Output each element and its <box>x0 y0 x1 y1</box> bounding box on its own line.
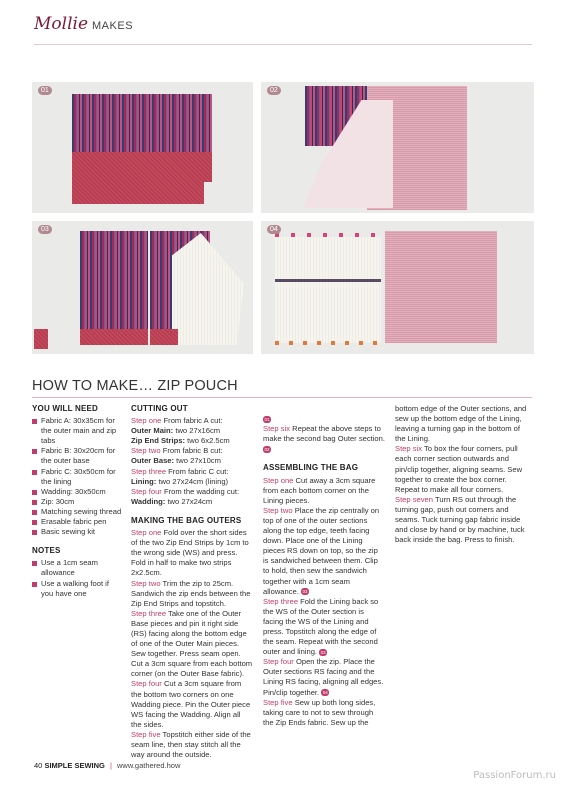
zip-line <box>275 279 381 282</box>
list-item: Fabric A: 30x35cm for the outer main and zip tabs <box>32 416 122 446</box>
list-item: Fabric C: 30x50cm for the lining <box>32 467 122 487</box>
striped-fabric-left <box>80 231 148 333</box>
photo-step-01 <box>32 82 253 213</box>
column-finishing: bottom edge of the Outer sections, and sew up the bottom edge of the Lining, leaving a turning gap in the bottom of the Lining. Step six To box the four corners, pull each corner section outwards and pin/clip together, aligning seams. Sew together to create the box corner. Repeat to make all four corners. Step seven Turn RS out through the turning gap, push out corners and seams. Tuck turning gap fabric inside and close by hand or by machine, tuck back inside the bag. Press to finish. <box>395 404 531 545</box>
photo-step-02 <box>261 82 534 213</box>
red-fabric-tab-left <box>34 329 48 349</box>
list-item: Use a walking foot if you have one <box>32 579 122 599</box>
notes-heading: NOTES <box>32 546 61 556</box>
column-materials <box>32 404 122 599</box>
red-fabric-base-right <box>150 329 178 345</box>
cream-lining-panel <box>275 237 381 343</box>
striped-fabric-panel <box>72 94 212 152</box>
cream-lining-fold <box>172 233 244 345</box>
red-fabric-panel <box>72 152 212 204</box>
list-item: Use a 1cm seam allowance <box>32 558 122 578</box>
photo-ref-badge: 02 <box>264 446 270 452</box>
photo-step-03 <box>32 221 253 354</box>
photo-number: 02 <box>267 86 281 95</box>
materials-list <box>32 416 122 537</box>
publication-name: SIMPLE SEWING <box>44 761 105 770</box>
list-item: Wadding: 30x50cm <box>32 487 122 497</box>
list-item: Zip: 30cm <box>32 497 122 507</box>
cutting-out-heading: CUTTING OUT <box>131 404 188 413</box>
magazine-logo: Mollie <box>34 14 89 34</box>
page-number: 40 <box>34 761 43 770</box>
making-outers-heading: MAKING THE BAG OUTERS <box>131 515 242 525</box>
notes-list <box>32 558 122 598</box>
header-divider <box>34 44 532 45</box>
red-fabric-base-left <box>80 329 148 345</box>
photo-step-04 <box>261 221 534 354</box>
photo-ref-badge: 01 <box>264 416 270 422</box>
clip-markers <box>275 233 381 237</box>
list-item: Matching sewing thread <box>32 507 122 517</box>
article-title: HOW TO MAKE… ZIP POUCH <box>32 378 238 394</box>
pink-lining-panel <box>385 231 497 343</box>
page-footer <box>34 761 180 770</box>
column-cutting-out: CUTTING OUT Step one From fabric A cut: Outer Main: two 27x16cm Zip End Strips: two 6x2.5cm Step two From fabric B cut: Outer Base: two 27x10cm Step three From fabric C cut: Lining: two 27x24cm (lining) Step four From the wadding cut: Wadding: two 27x24cm MAKING THE BAG OUTERS Step one Fold over the short sides of the two Zip End Strips by 1cm to the wrong side (WS) and press. Fold in half to make two strips 2x2.5cm. Step two Trim the zip to 25cm. Sandwich the zip ends between the Zip End Strips and topstitch. Step three Take one of the Outer Base pieces and pin it right side (RS) facing along the bottom edge of one of the Outer Main pieces. Sew together. Press seam open. Cut a 3cm square from each bottom corner (on the Outer Base fabric). Step four Cut a 3cm square from the bottom two corners on one Wadding piece. Pin the Outer piece WS facing the Wadding. Align all the sides. Step five Topstitch either side of the seam line, then stay stitch all the way around the outside. <box>131 404 253 760</box>
photo-number: 04 <box>267 225 281 234</box>
photo-number: 03 <box>38 225 52 234</box>
photo-ref-badge: 03 <box>320 649 326 655</box>
watermark: PassionForum.ru <box>473 770 556 781</box>
list-item: Basic sewing kit <box>32 527 122 537</box>
step-five-continued: bottom edge of the Outer sections, and sew up the bottom edge of the Lining, leaving a turning gap in the bottom of the Lining. <box>395 404 527 444</box>
section-name: MAKES <box>92 20 134 32</box>
list-item: Fabric B: 30x20cm for the outer base <box>32 446 122 466</box>
footer-url[interactable]: www.gathered.how <box>117 761 181 770</box>
list-item: Erasable fabric pen <box>32 517 122 527</box>
photo-ref-badge: 04 <box>322 690 328 696</box>
column-assembling: 01 Step six Repeat the above steps to make the second bag Outer section. 02 ASSEMBLING THE BAG Step one Cut away a 3cm square from each bottom corner on the Lining pieces. Step two Place the zip centrally on top of one of the outer sections along the top edge, teeth facing down. Place one of the Lining pieces RS down on top, so the zip is sandwiched between them. Clip to hold, then sew the sandwich together with a 1cm seam allowance. 03 Step three Fold the Lining back so the WS of the Outer section is facing the WS of the Lining and press. Topstitch along the edge of the seam. Repeat with the second outer and lining. 03 Step four Open the zip. Place the Outer sections RS facing and the Lining RS facing, aligning all edges. Pin/clip together. 04 Step five Sew up both long sides, taking care to not to sew through the Zip Ends fabric. Sew up the <box>263 416 385 727</box>
footer-separator: | <box>109 761 112 770</box>
title-divider <box>32 397 532 398</box>
photo-ref-badge: 03 <box>302 589 308 595</box>
page-header <box>34 14 133 44</box>
you-will-need-heading: YOU WILL NEED <box>32 404 99 413</box>
assembling-heading: ASSEMBLING THE BAG <box>263 463 359 473</box>
step-five-part-one: Sew up both long sides, taking care to not to sew through the Zip Ends fabric. Sew up the <box>263 697 376 727</box>
photo-number: 01 <box>38 86 52 95</box>
